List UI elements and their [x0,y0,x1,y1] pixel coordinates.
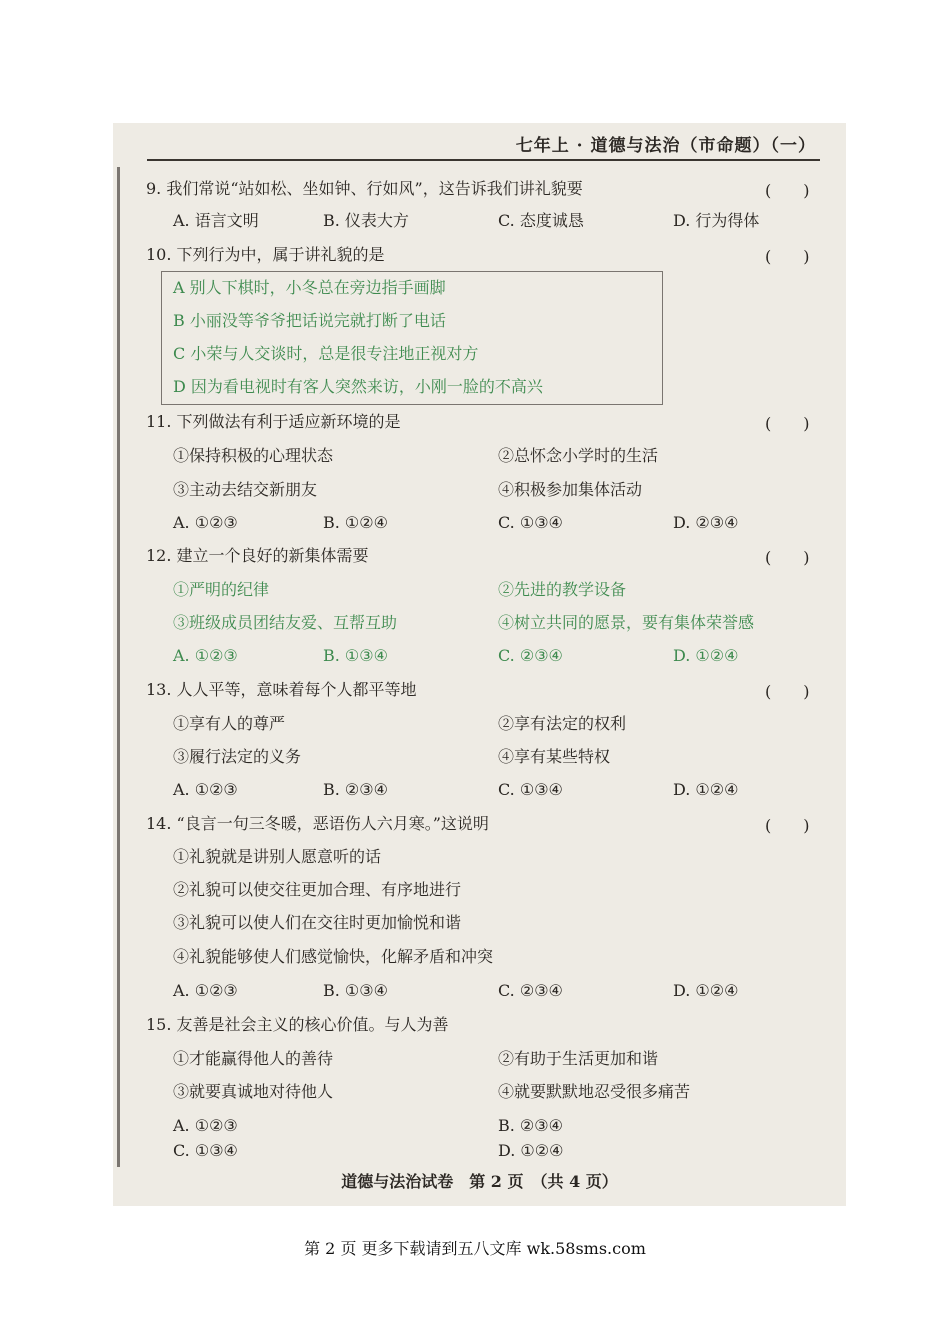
question-9-stem: 9. 我们常说“站如松、坐如钟、行如风”，这告诉我们讲礼貌要 [146,179,583,198]
question-12-stem: 12. 建立一个良好的新集体需要 [146,546,369,565]
download-footer: 第 2 页 更多下载请到五八文库 wk.58sms.com [304,1239,646,1258]
question-10-highlight-box [161,271,663,405]
question-11-stem: 11. 下列做法有利于适应新环境的是 [146,412,401,431]
question-14-option-b: B. ①③④ [323,981,388,1000]
question-10-option-d: D 因为看电视时有客人突然来访，小刚一脸的不高兴 [173,377,543,396]
question-12-option-a: A. ①②③ [173,646,238,665]
question-15-item-1: ①才能赢得他人的善待 [173,1049,334,1068]
question-12-item-1: ①严明的纪律 [173,580,270,599]
question-15-option-d: D. ①②④ [498,1141,564,1160]
question-14-answer-blank: ( ) [765,816,810,835]
question-11-item-4: ④积极参加集体活动 [498,480,643,499]
question-10-option-a: A 别人下棋时，小冬总在旁边指手画脚 [173,278,446,297]
question-12-option-d: D. ①②④ [673,646,739,665]
question-15-option-c: C. ①③④ [173,1141,238,1160]
question-11-item-2: ②总怀念小学时的生活 [498,446,659,465]
question-13-item-3: ③履行法定的义务 [173,747,302,766]
question-13-option-c: C. ①③④ [498,780,563,799]
exam-page-footer: 道德与法治试卷 第 2 页 （共 4 页） [341,1172,618,1191]
question-15-item-2: ②有助于生活更加和谐 [498,1049,659,1068]
question-10-answer-blank: ( ) [765,247,810,266]
question-9-option-a: A. 语言文明 [173,211,259,230]
margin-bar [117,167,120,1167]
question-11-option-a: A. ①②③ [173,513,238,532]
question-12-item-4: ④树立共同的愿景，要有集体荣誉感 [498,613,755,632]
question-13-item-2: ②享有法定的权利 [498,714,627,733]
question-10-option-c: C 小荣与人交谈时，总是很专注地正视对方 [173,344,479,363]
question-9-answer-blank: ( ) [765,181,810,200]
question-11-option-c: C. ①③④ [498,513,563,532]
question-15-item-4: ④就要默默地忍受很多痛苦 [498,1082,691,1101]
question-10-option-b: B 小丽没等爷爷把话说完就打断了电话 [173,311,446,330]
question-12-option-c: C. ②③④ [498,646,563,665]
question-14-stem: 14. “良言一句三冬暖，恶语伤人六月寒。”这说明 [146,814,489,833]
question-13-item-1: ①享有人的尊严 [173,714,286,733]
question-11-item-1: ①保持积极的心理状态 [173,446,334,465]
question-14-option-c: C. ②③④ [498,981,563,1000]
question-14-item-1: ①礼貌就是讲别人愿意听的话 [173,847,382,866]
question-13-option-d: D. ①②④ [673,780,739,799]
question-11-answer-blank: ( ) [765,414,810,433]
question-9-option-c: C. 态度诚恳 [498,211,584,230]
question-12-item-3: ③班级成员团结友爱、互帮互助 [173,613,398,632]
question-9-option-d: D. 行为得体 [673,211,760,230]
question-11-option-b: B. ①②④ [323,513,388,532]
question-15-stem: 15. 友善是社会主义的核心价值。与人为善 [146,1015,449,1034]
question-14-option-d: D. ①②④ [673,981,739,1000]
question-12-answer-blank: ( ) [765,548,810,567]
question-13-item-4: ④享有某些特权 [498,747,611,766]
question-9-option-b: B. 仪表大方 [323,211,409,230]
question-13-option-b: B. ②③④ [323,780,388,799]
question-13-answer-blank: ( ) [765,682,810,701]
question-15-option-a: A. ①②③ [173,1116,238,1135]
question-14-item-2: ②礼貌可以使交往更加合理、有序地进行 [173,880,462,899]
question-13-stem: 13. 人人平等，意味着每个人都平等地 [146,680,417,699]
question-15-item-3: ③就要真诚地对待他人 [173,1082,334,1101]
question-14-option-a: A. ①②③ [173,981,238,1000]
question-14-item-3: ③礼貌可以使人们在交往时更加愉悦和谐 [173,913,462,932]
question-13-option-a: A. ①②③ [173,780,238,799]
exam-page [113,123,846,1206]
question-12-option-b: B. ①③④ [323,646,388,665]
question-14-item-4: ④礼貌能够使人们感觉愉快，化解矛盾和冲突 [173,947,494,966]
question-11-option-d: D. ②③④ [673,513,739,532]
question-10-stem: 10. 下列行为中，属于讲礼貌的是 [146,245,385,264]
question-15-option-b: B. ②③④ [498,1116,563,1135]
question-12-item-2: ②先进的教学设备 [498,580,627,599]
question-11-item-3: ③主动去结交新朋友 [173,480,318,499]
header-rule [147,159,820,161]
header-title: 七年上 · 道德与法治（市命题）（一） [515,136,816,156]
